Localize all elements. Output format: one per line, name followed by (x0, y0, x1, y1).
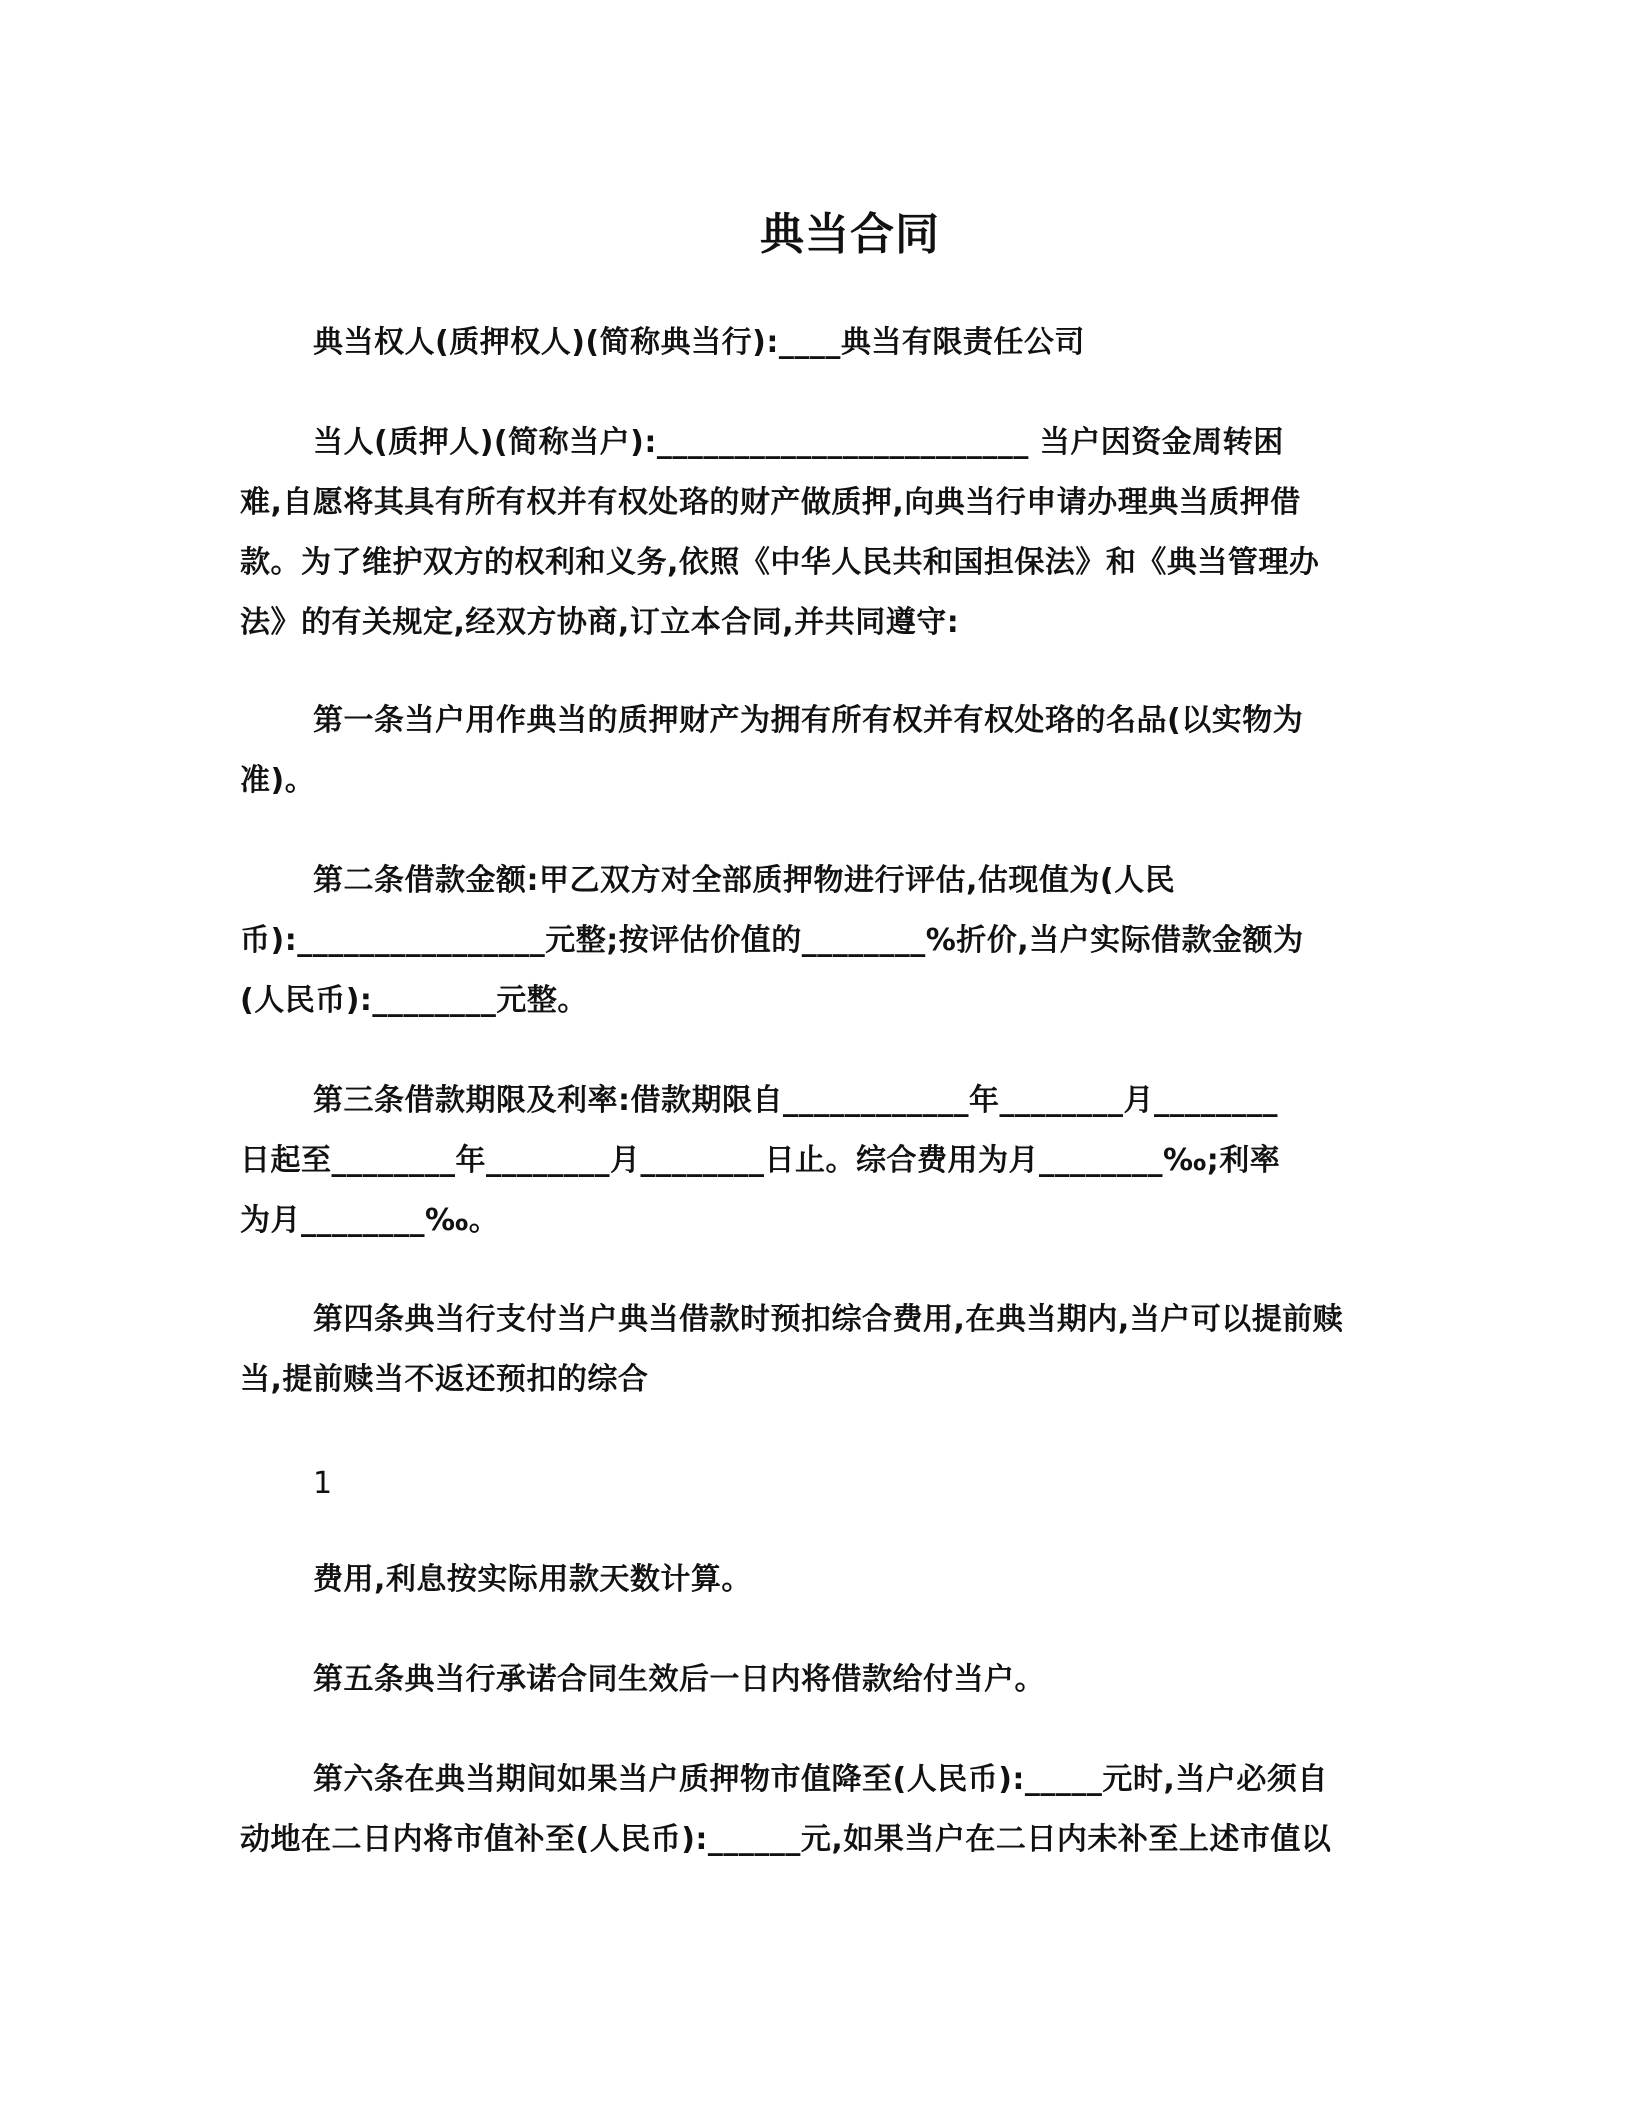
text-line: 当,提前赎当不返还预扣的综合 (240, 1362, 649, 1397)
text-line: 难,自愿将其具有所有权并有权处珞的财产做质押,向典当行申请办理典当质押借 (240, 485, 1301, 520)
article-4-continued: 费用,利息按实际用款天数计算。 (313, 1562, 752, 1597)
text-line: 日起至________年________月________日止。综合费用为月________‰;利率 (240, 1143, 1281, 1178)
article-5: 第五条典当行承诺合同生效后一日内将借款给付当户。 (313, 1662, 1045, 1697)
text-line: (人民币):________元整。 (240, 983, 588, 1018)
page-number: 1 (313, 1466, 333, 1501)
text-line: 款。为了维护双方的权利和义务,依照《中华人民共和国担保法》和《典当管理办 (240, 545, 1320, 580)
text-line: 第六条在典当期间如果当户质押物市值降至(人民币):_____元时,当户必须自 (313, 1762, 1328, 1797)
text-line: 动地在二日内将市值补至(人民币):______元,如果当户在二日内未补至上述市值以 (240, 1822, 1332, 1857)
text-line: 币):________________元整;按评估价值的________%折价,当户实际借款金额为 (240, 923, 1304, 958)
text-line: 第一条当户用作典当的质押财产为拥有所有权并有权处珞的名品(以实物为 (313, 703, 1304, 738)
text-line: 当人(质押人)(简称当户):________________________ 当户因资金周转困 (313, 425, 1284, 460)
text-line: 准)。 (240, 763, 316, 798)
text-line: 第四条典当行支付当户典当借款时预扣综合费用,在典当期内,当户可以提前赎 (313, 1302, 1344, 1337)
text-line: 法》的有关规定,经双方协商,订立本合同,并共同遵守: (240, 605, 960, 640)
text-line: 典当权人(质押权人)(简称典当行):____典当有限责任公司 (313, 325, 1085, 360)
document-title: 典当合同 (760, 209, 940, 260)
text-line: 第三条借款期限及利率:借款期限自____________年________月________ (313, 1083, 1278, 1118)
text-line: 为月________‰。 (240, 1203, 500, 1238)
text-line: 第二条借款金额:甲乙双方对全部质押物进行评估,估现值为(人民 (313, 863, 1176, 898)
